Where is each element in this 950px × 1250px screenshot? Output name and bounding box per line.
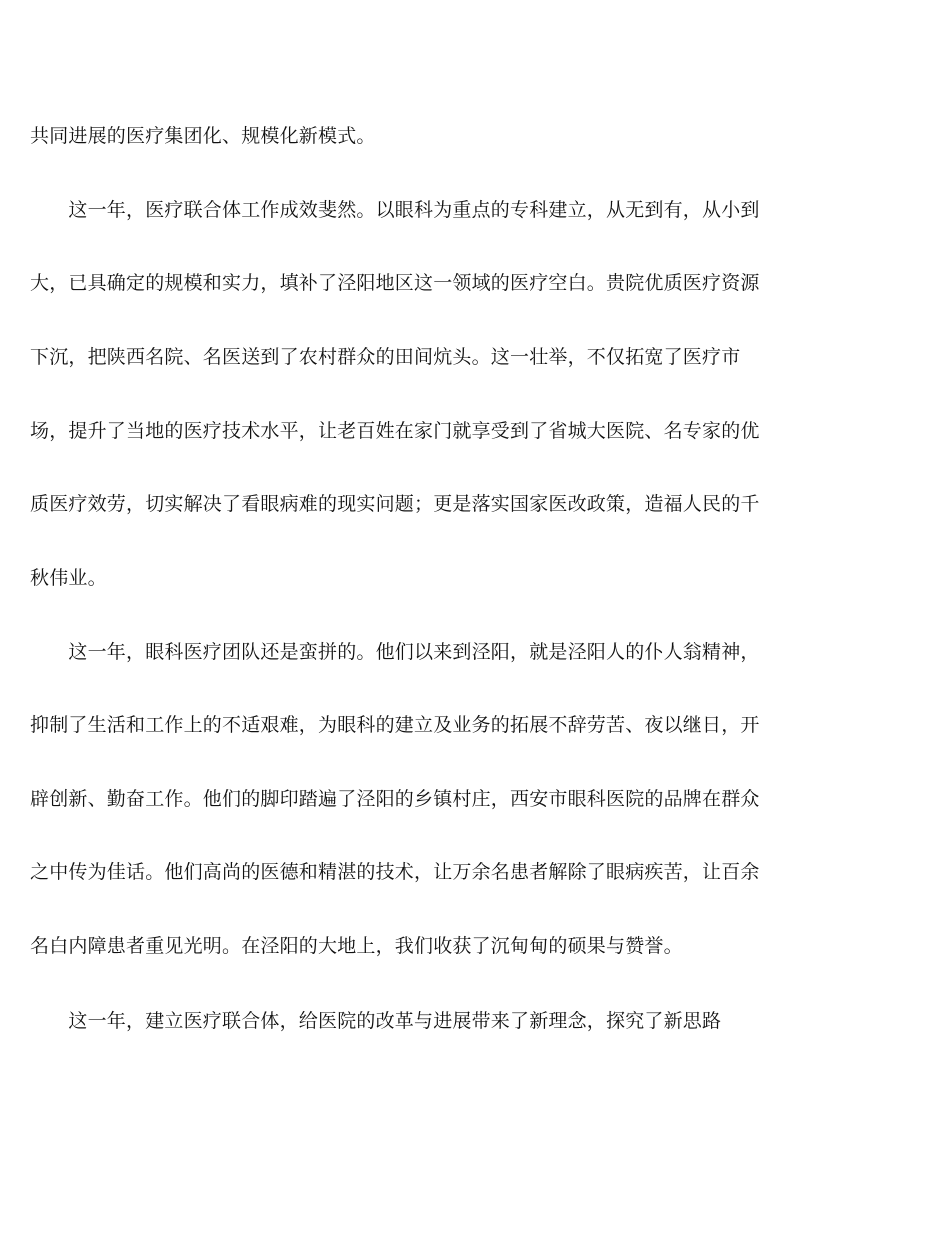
text-line: 之中传为佳话。他们高尚的医德和精湛的技术，让万余名患者解除了眼病疾苦，让百余	[30, 861, 760, 883]
text-line: 质医疗效劳，切实解决了看眼病难的现实问题；更是落实国家医改政策，造福人民的千	[30, 493, 760, 515]
text-line: 秋伟业。	[30, 567, 107, 589]
text-line: 抑制了生活和工作上的不适艰难，为眼科的建立及业务的拓展不辞劳苦、夜以继日，开	[30, 714, 760, 736]
text-line: 辟创新、勤奋工作。他们的脚印踏遍了泾阳的乡镇村庄，西安市眼科医院的品牌在群众	[30, 788, 760, 810]
text-line: 大，已具确定的规模和实力，填补了泾阳地区这一领域的医疗空白。贵院优质医疗资源	[30, 272, 760, 294]
text-line: 下沉，把陕西名院、名医送到了农村群众的田间炕头。这一壮举，不仅拓宽了医疗市	[30, 346, 741, 368]
text-line: 共同进展的医疗集团化、规模化新模式。	[30, 125, 376, 147]
text-line: 这一年，医疗联合体工作成效斐然。以眼科为重点的专科建立，从无到有，从小到	[30, 199, 760, 221]
text-line: 场，提升了当地的医疗技术水平，让老百姓在家门就享受到了省城大医院、名专家的优	[30, 420, 760, 442]
text-line: 这一年，眼科医疗团队还是蛮拼的。他们以来到泾阳，就是泾阳人的仆人翁精神，	[30, 641, 760, 663]
text-line: 这一年，建立医疗联合体，给医院的改革与进展带来了新理念，探究了新思路	[30, 1010, 722, 1032]
text-line: 名白内障患者重见光明。在泾阳的大地上，我们收获了沉甸甸的硕果与赞誉。	[30, 935, 683, 957]
